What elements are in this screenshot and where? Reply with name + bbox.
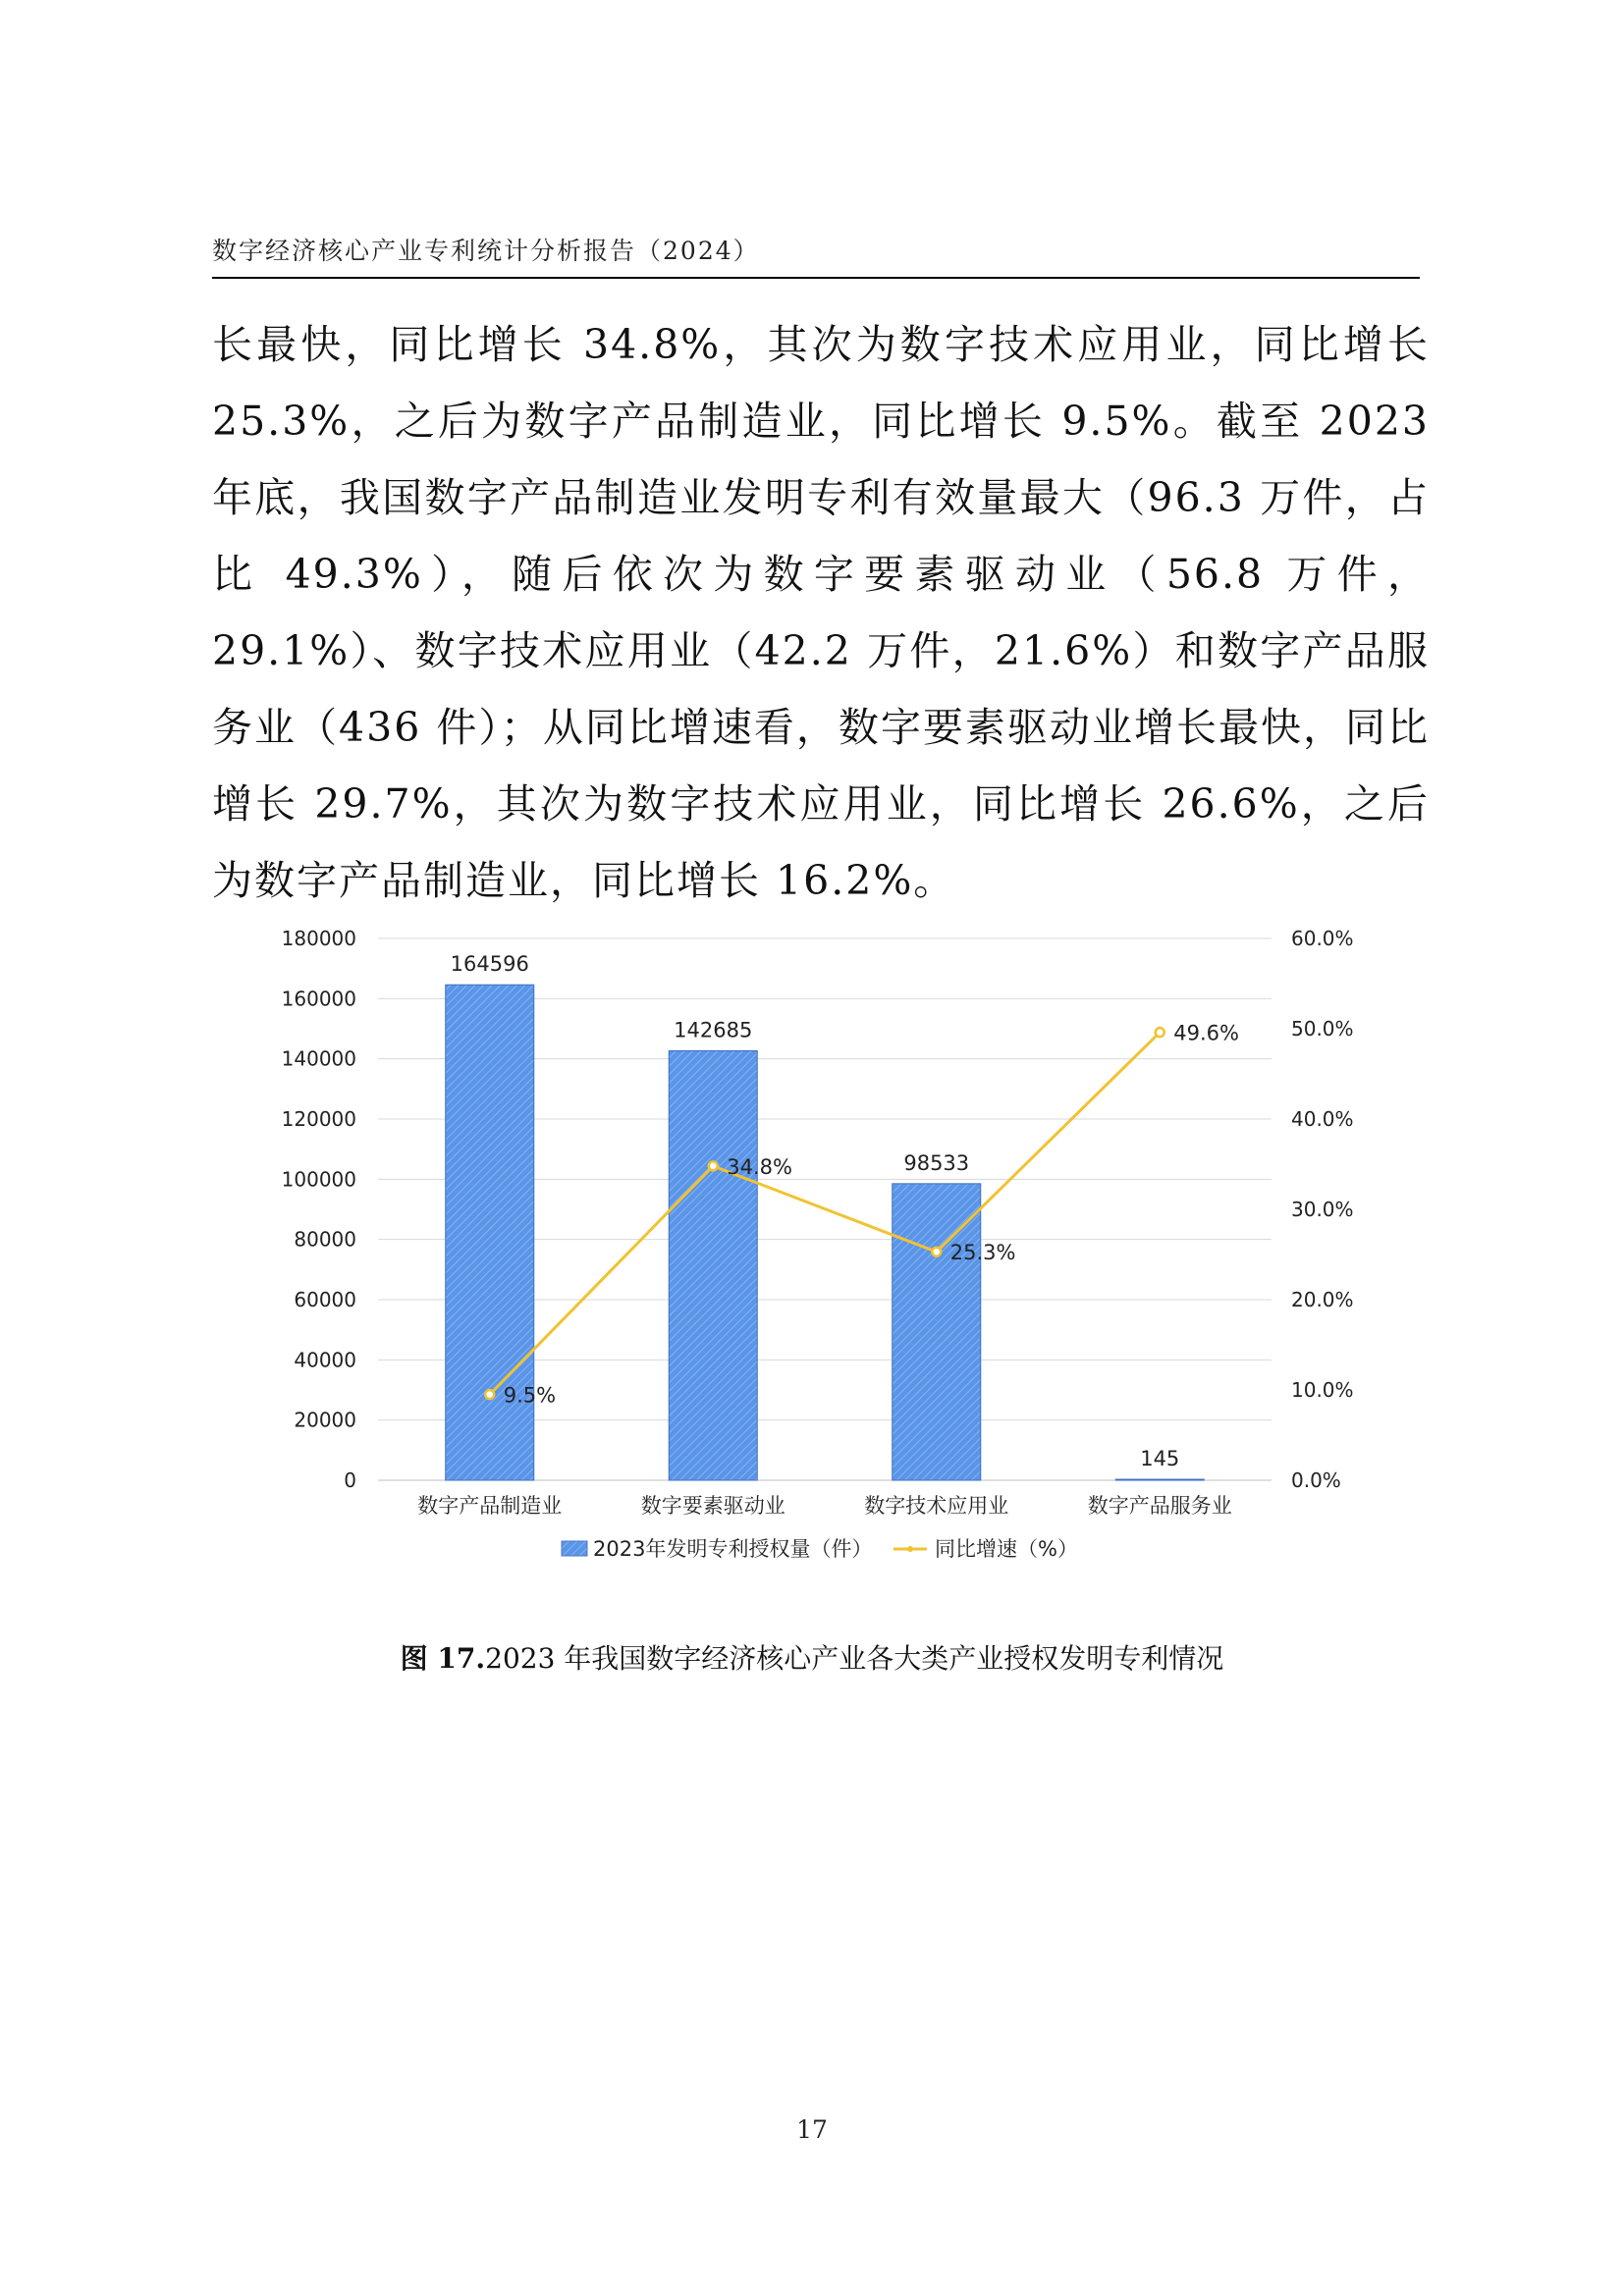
- legend-line-marker: [907, 1546, 913, 1552]
- growth-line: [490, 1033, 1161, 1395]
- bar-data-label: 142685: [674, 1018, 753, 1042]
- legend-bar-label: 2023年发明专利授权量（件）: [593, 1537, 873, 1561]
- legend-bar-swatch: [562, 1541, 587, 1556]
- chart: [255, 913, 1384, 1580]
- line-point: [1156, 1028, 1164, 1037]
- line-data-label: 9.5%: [503, 1383, 557, 1408]
- right-tick-label: 20.0%: [1291, 1288, 1354, 1311]
- figure-number: 图 17.: [400, 1642, 486, 1675]
- category-label: 数字技术应用业: [864, 1494, 1009, 1518]
- body-text: [212, 306, 1430, 919]
- right-tick-label: 10.0%: [1291, 1378, 1354, 1402]
- line-point: [485, 1390, 494, 1399]
- right-tick-label: 30.0%: [1291, 1198, 1354, 1221]
- line-point: [932, 1248, 941, 1256]
- header-rule: [212, 277, 1420, 279]
- left-tick-label: 180000: [281, 927, 356, 950]
- left-tick-label: 100000: [281, 1167, 356, 1192]
- left-axis: [282, 927, 356, 1492]
- bar-data-label: 164596: [450, 952, 529, 977]
- body-paragraph: 长最快，同比增长 34.8%，其次为数字技术应用业，同比增长 25.3%，之后为数字产品制造业，同比增长 9.5%。截至 2023 年底，我国数字产品制造业发明专利有效量最大（96.3 万件，占比 49.3%），随后依次为数字要素驱动业（56.8 万件，29.1%）、数字技术应用业（42.2 万件，21.6%）和数字产品服务业（436 件）；从同比增速看，数字要素驱动业增长最快，同比增长 29.7%，其次为数字技术应用业，同比增长 26.6%，之后为数字产品制造业，同比增长 16.2%。: [212, 321, 1430, 904]
- bar: [1115, 1479, 1204, 1480]
- right-tick-label: 40.0%: [1291, 1107, 1354, 1131]
- figure-caption-text: 2023 年我国数字经济核心产业各大类产业授权发明专利情况: [485, 1642, 1224, 1675]
- bar: [669, 1050, 757, 1480]
- left-tick-label: 120000: [281, 1107, 356, 1131]
- line-point: [709, 1161, 718, 1170]
- figure-caption: [0, 1637, 1624, 1677]
- right-tick-label: 0.0%: [1291, 1468, 1341, 1492]
- right-tick-label: 50.0%: [1291, 1017, 1354, 1041]
- left-tick-label: 40000: [294, 1348, 356, 1372]
- category-labels: [417, 1494, 1232, 1518]
- line-data-label: 49.6%: [1173, 1021, 1239, 1045]
- page-number: 17: [796, 2115, 828, 2144]
- running-header: 数字经济核心产业专利统计分析报告（2024）: [212, 237, 760, 265]
- combo-chart-svg: [255, 913, 1384, 1580]
- legend-line-label: 同比增速（%）: [935, 1537, 1078, 1561]
- category-label: 数字产品服务业: [1087, 1494, 1232, 1518]
- category-label: 数字产品制造业: [417, 1494, 563, 1518]
- category-label: 数字要素驱动业: [640, 1494, 785, 1518]
- right-axis: [1291, 927, 1354, 1492]
- right-tick-label: 60.0%: [1291, 927, 1354, 950]
- left-tick-label: 160000: [281, 987, 356, 1011]
- left-tick-label: 80000: [294, 1227, 356, 1252]
- line-series: [485, 1022, 1239, 1408]
- bar: [893, 1184, 981, 1480]
- bar-data-label: 98533: [903, 1150, 970, 1175]
- left-tick-label: 0: [344, 1468, 356, 1492]
- line-data-label: 34.8%: [727, 1154, 792, 1179]
- left-tick-label: 20000: [294, 1408, 356, 1432]
- left-tick-label: 140000: [281, 1046, 356, 1071]
- line-data-label: 25.3%: [949, 1241, 1016, 1265]
- bar-data-label: 145: [1140, 1447, 1180, 1470]
- legend: [562, 1537, 1078, 1561]
- bar-series: [446, 952, 1205, 1480]
- left-tick-label: 60000: [294, 1288, 356, 1311]
